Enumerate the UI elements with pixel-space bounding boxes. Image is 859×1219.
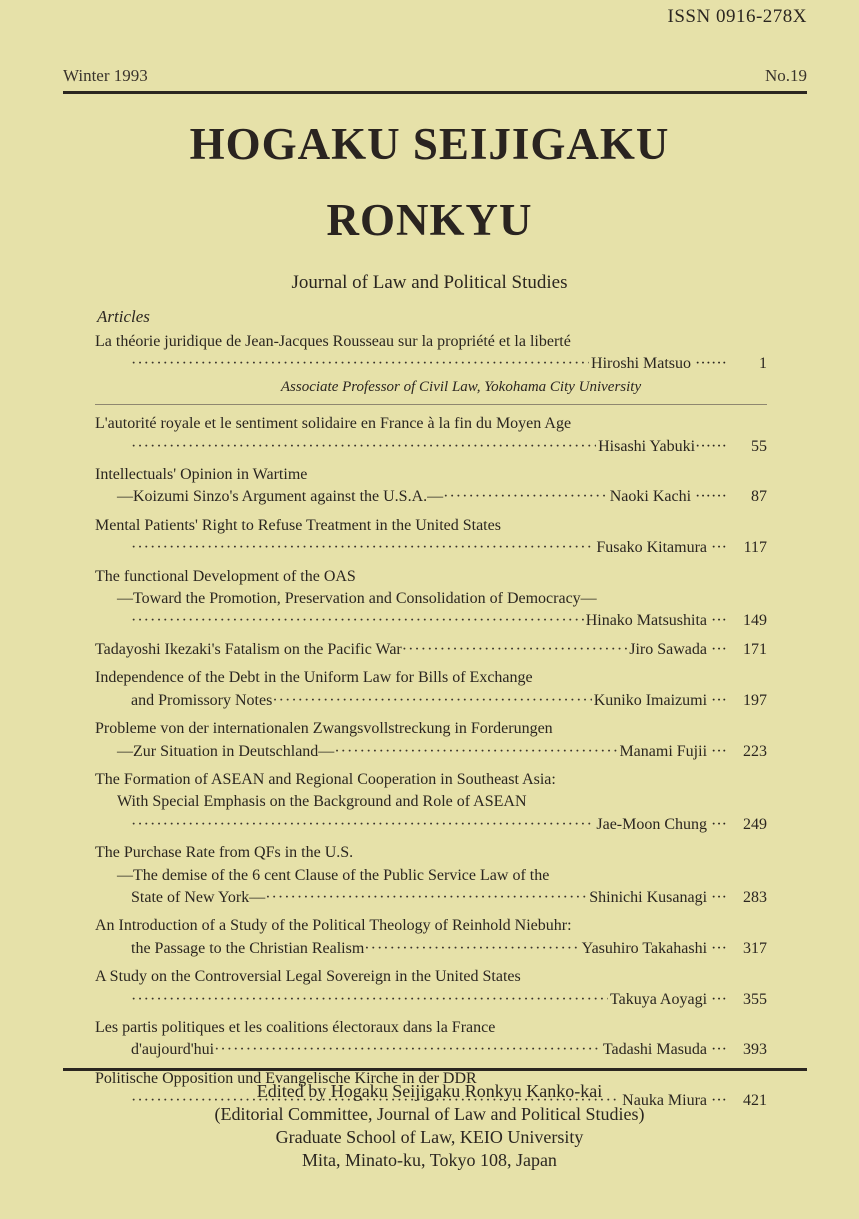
dot-leader xyxy=(131,353,589,375)
entry-leader-line xyxy=(95,486,767,508)
entry-title-line: Intellectuals' Opinion in Wartime xyxy=(95,466,308,484)
entry-title-line: An Introduction of a Study of the Political Theology of Reinhold Niebuhr: xyxy=(95,917,572,935)
journal-subtitle: Journal of Law and Political Studies xyxy=(291,272,568,293)
entry-page-number: 149 xyxy=(743,612,767,630)
entry-title-line: With Special Emphasis on the Background and Role of ASEAN xyxy=(117,793,527,811)
toc-entry xyxy=(95,966,767,1011)
entry-title-line: La théorie juridique de Jean-Jacques Rousseau sur la propriété et la liberté xyxy=(95,333,571,350)
entry-page-number: 223 xyxy=(743,742,767,760)
entry-leader-line xyxy=(95,741,767,763)
entry-leader-line xyxy=(95,353,767,375)
toc-entry xyxy=(95,413,767,458)
dot-leader xyxy=(334,741,617,763)
entry-page-number: 393 xyxy=(743,1041,767,1059)
entry-title-tail: and Promissory Notes xyxy=(131,691,273,709)
toc-entry xyxy=(95,718,767,763)
entry-title-line: Politische Opposition und Evangelische Kirche in der DDR xyxy=(95,1069,477,1087)
entry-leader-line xyxy=(95,938,767,960)
entry-title-tail: State of New York— xyxy=(131,888,266,906)
table-of-contents xyxy=(95,331,767,1119)
footer-editor: Edited by Hogaku Seijigaku Ronkyu Kanko-kai xyxy=(256,1081,603,1101)
entry-author: Manami Fujii ··· xyxy=(619,742,727,760)
entry-leader-line xyxy=(95,814,767,836)
entry-title-tail: Tadayoshi Ikezaki's Fatalism on the Pacific War xyxy=(95,640,402,658)
toc-entry xyxy=(95,1017,767,1062)
issn-number: ISSN 0916-278X xyxy=(667,6,807,27)
entry-author: Naoki Kachi ······ xyxy=(609,488,727,506)
dot-leader xyxy=(131,537,594,559)
entry-author: Hiroshi Matsuo ······ xyxy=(591,355,727,373)
entry-title-line: L'autorité royale et le sentiment solidaire en France à la fin du Moyen Age xyxy=(95,415,572,433)
toc-entry xyxy=(95,667,767,712)
footer-school: Graduate School of Law, KEIO University xyxy=(275,1127,584,1147)
toc-entry xyxy=(95,515,767,560)
entry-author: Yasuhiro Takahashi ··· xyxy=(581,939,727,957)
dot-leader xyxy=(443,486,608,508)
entry-leader-line xyxy=(95,610,767,632)
journal-title-line1: HOGAKU SEIJIGAKU xyxy=(189,119,670,169)
footer-address: Mita, Minato-ku, Tokyo 108, Japan xyxy=(302,1150,557,1170)
entry-author: Tadashi Masuda ··· xyxy=(602,1041,727,1059)
entry-title-line: Mental Patients' Right to Refuse Treatment in the United States xyxy=(95,516,501,534)
entry-leader-line xyxy=(95,639,767,661)
entry-title-tail: the Passage to the Christian Realism xyxy=(131,939,365,957)
entry-page-number: 421 xyxy=(743,1092,767,1110)
entry-title-line: Probleme von der internationalen Zwangsvollstreckung in Forderungen xyxy=(95,720,553,738)
dot-leader xyxy=(214,1039,601,1061)
toc-entry xyxy=(95,769,767,836)
entry-author: Shinichi Kusanagi ··· xyxy=(589,888,727,906)
footer-divider xyxy=(63,1068,807,1071)
dot-leader xyxy=(402,639,627,661)
editorial-footer xyxy=(0,1080,859,1172)
dot-leader xyxy=(364,938,579,960)
entry-page-number: 355 xyxy=(743,990,767,1008)
section-label-articles: Articles xyxy=(97,307,150,326)
entry-author: Takuya Aoyagi ··· xyxy=(609,990,727,1008)
footer-committee: (Editorial Committee, Journal of Law and Political Studies) xyxy=(214,1104,645,1124)
entry-title-line: —Toward the Promotion, Preservation and Consolidation of Democracy— xyxy=(117,590,597,608)
entry-leader-line xyxy=(95,887,767,909)
entry-author-affiliation: Associate Professor of Civil Law, Yokohama City University xyxy=(280,378,642,395)
dot-leader xyxy=(131,814,594,836)
entry-leader-line xyxy=(95,690,767,712)
entry-author: Nauka Miura ··· xyxy=(622,1092,727,1110)
dot-leader xyxy=(265,887,587,909)
toc-entry xyxy=(95,464,767,509)
entry-title-line: Independence of the Debt in the Uniform Law for Bills of Exchange xyxy=(95,669,533,687)
entry-page-number: 117 xyxy=(743,539,767,557)
dot-leader xyxy=(131,610,584,632)
entry-title-line: The Purchase Rate from QFs in the U.S. xyxy=(95,844,354,862)
entry-title-tail: —Koizumi Sinzo's Argument against the U.S.A.— xyxy=(117,488,444,506)
toc-entry xyxy=(95,915,767,960)
entry-title-tail: d'aujourd'hui xyxy=(131,1041,215,1059)
entry-author: Jiro Sawada ··· xyxy=(629,640,727,658)
entry-author: Hinako Matsushita ··· xyxy=(585,612,727,630)
entry-leader-line xyxy=(95,436,767,458)
entry-page-number: 1 xyxy=(759,355,767,373)
entry-author: Hisashi Yabuki······ xyxy=(598,437,727,455)
dot-leader xyxy=(272,690,591,712)
entry-leader-line xyxy=(95,537,767,559)
issue-number: No.19 xyxy=(764,66,807,85)
entry-author: Fusako Kitamura ··· xyxy=(596,539,727,557)
entry-leader-line xyxy=(95,989,767,1011)
entry-page-number: 197 xyxy=(743,691,767,709)
issue-season: Winter 1993 xyxy=(63,66,148,85)
toc-entry xyxy=(95,331,767,405)
entry-page-number: 249 xyxy=(743,815,767,833)
entry-title-tail: —Zur Situation in Deutschland— xyxy=(117,742,335,760)
entry-author: Jae-Moon Chung ··· xyxy=(596,815,727,833)
entry-title-line: Les partis politiques et les coalitions électoraux dans la France xyxy=(95,1018,496,1036)
toc-entry xyxy=(95,639,767,661)
entry-title-line: The Formation of ASEAN and Regional Cooperation in Southeast Asia: xyxy=(95,770,556,788)
entry-title-line: A Study on the Controversial Legal Sovereign in the United States xyxy=(95,968,521,986)
entry-title-line: The functional Development of the OAS xyxy=(95,567,356,585)
entry-page-number: 283 xyxy=(743,888,767,906)
entry-page-number: 317 xyxy=(743,939,767,957)
entry-leader-line xyxy=(95,1039,767,1061)
header-divider xyxy=(63,91,807,94)
entry-page-number: 87 xyxy=(751,488,767,506)
dot-leader xyxy=(131,436,596,458)
toc-entry xyxy=(95,566,767,633)
entry-author: Kuniko Imaizumi ··· xyxy=(593,691,727,709)
entry-page-number: 55 xyxy=(751,437,767,455)
journal-title-line2: RONKYU xyxy=(326,195,533,245)
entry-page-number: 171 xyxy=(743,640,767,658)
entry-title-line: —The demise of the 6 cent Clause of the Public Service Law of the xyxy=(117,866,550,884)
toc-entry xyxy=(95,842,767,909)
dot-leader xyxy=(131,989,608,1011)
